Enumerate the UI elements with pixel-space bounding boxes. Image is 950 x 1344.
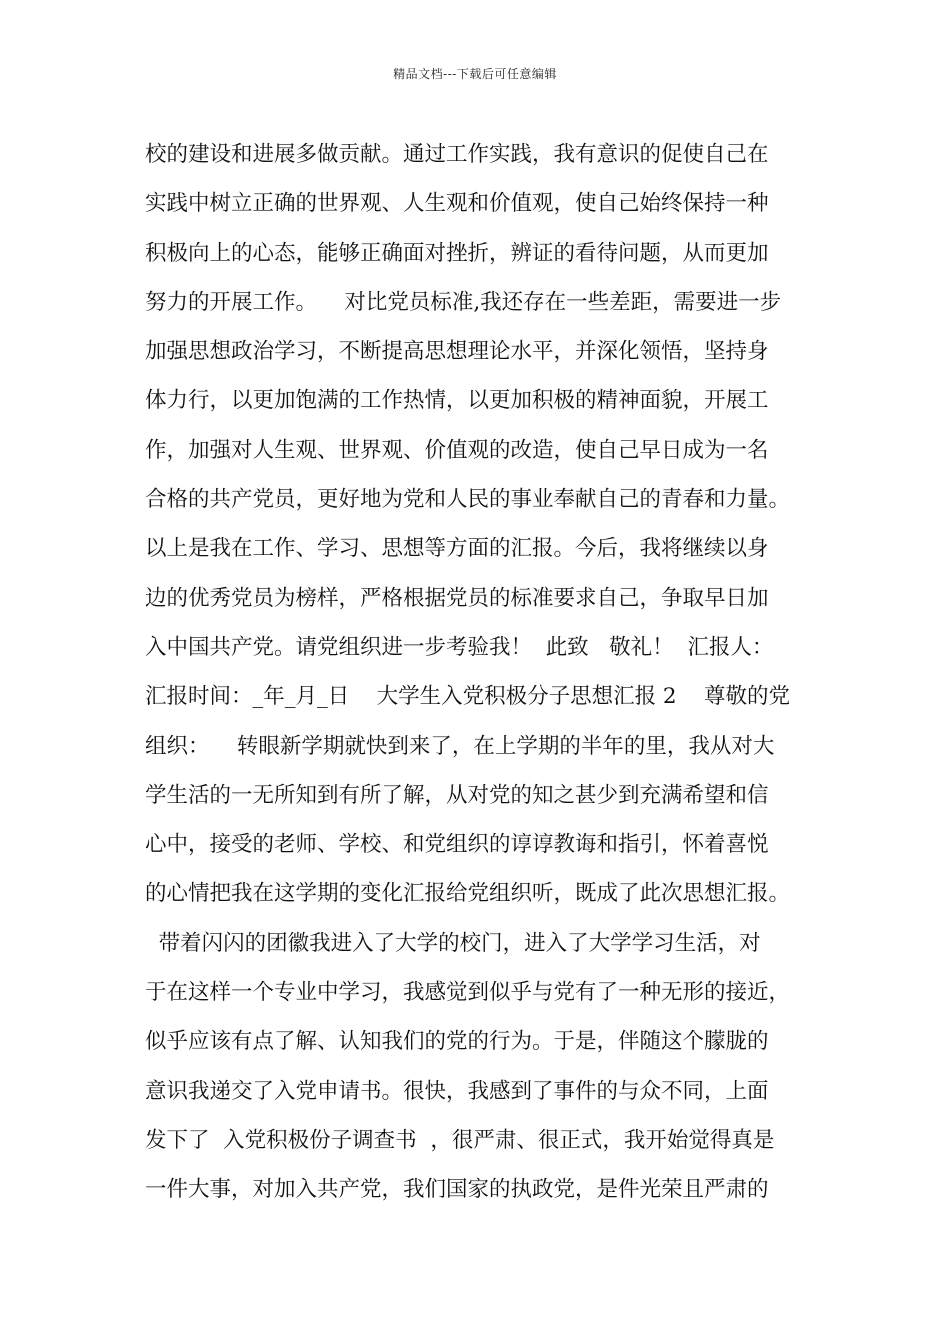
text-line: 组织： 转眼新学期就快到来了，在上学期的半年的里，我从对大 <box>145 733 775 759</box>
text-line: 边的优秀党员为榜样，严格根据党员的标准要求自己，争取早日加 <box>145 585 769 611</box>
text-line: 似乎应该有点了解、认知我们的党的行为。于是，伴随这个朦胧的 <box>145 1029 769 1055</box>
text-line: 实践中树立正确的世界观、人生观和价值观，使自己始终保持一种 <box>145 191 769 217</box>
text-line: 的心情把我在这学期的变化汇报给党组织听，既成了此次思想汇报。 <box>145 881 791 907</box>
text-line: 合格的共产党员，更好地为党和人民的事业奉献自己的青春和力量。 <box>145 487 791 513</box>
document-body <box>145 130 825 1215</box>
text-line: 校的建设和进展多做贡献。通过工作实践，我有意识的促使自己在 <box>145 142 769 167</box>
text-line: 以上是我在工作、学习、思想等方面的汇报。今后，我将继续以身 <box>145 536 769 562</box>
text-line: 加强思想政治学习，不断提高思想理论水平，并深化领悟，坚持身 <box>145 339 769 365</box>
text-line: 于在这样一个专业中学习，我感觉到似乎与党有了一种无形的接近， <box>145 980 791 1006</box>
text-line: 意识我递交了入党申请书。很快，我感到了事件的与众不同，上面 <box>145 1078 769 1104</box>
text-line: 发下了 入党积极份子调查书 ，很严肃、很正式，我开始觉得真是 <box>145 1127 775 1153</box>
text-line: 学生活的一无所知到有所了解，从对党的知之甚少到充满希望和信 <box>145 782 769 808</box>
text-line: 心中，接受的老师、学校、和党组织的谆谆教诲和指引，怀着喜悦 <box>145 832 769 858</box>
text-line: 积极向上的心态，能够正确面对挫折，辨证的看待问题，从而更加 <box>145 240 769 266</box>
text-line: 一件大事，对加入共产党，我们国家的执政党，是件光荣且严肃的 <box>145 1177 769 1203</box>
text-line: 体力行，以更加饱满的工作热情，以更加积极的精神面貌，开展工 <box>145 388 769 414</box>
text-line: 汇报时间：_年_月_日 大学生入党积极分子思想汇报 2 尊敬的党 <box>145 684 790 710</box>
text-line: 入中国共产党。请党组织进一步考验我！ 此致 敬礼！ 汇报人： <box>145 634 774 660</box>
text-line: 带着闪闪的团徽我进入了大学的校门，进入了大学学习生活，对 <box>145 930 761 956</box>
text-line: 作，加强对人生观、世界观、价值观的改造，使自己早日成为一名 <box>145 437 769 463</box>
page-header: 精品文档---下载后可任意编辑 <box>393 67 557 81</box>
text-line: 努力的开展工作。 对比党员标准,我还存在一些差距，需要进一步 <box>145 289 782 315</box>
